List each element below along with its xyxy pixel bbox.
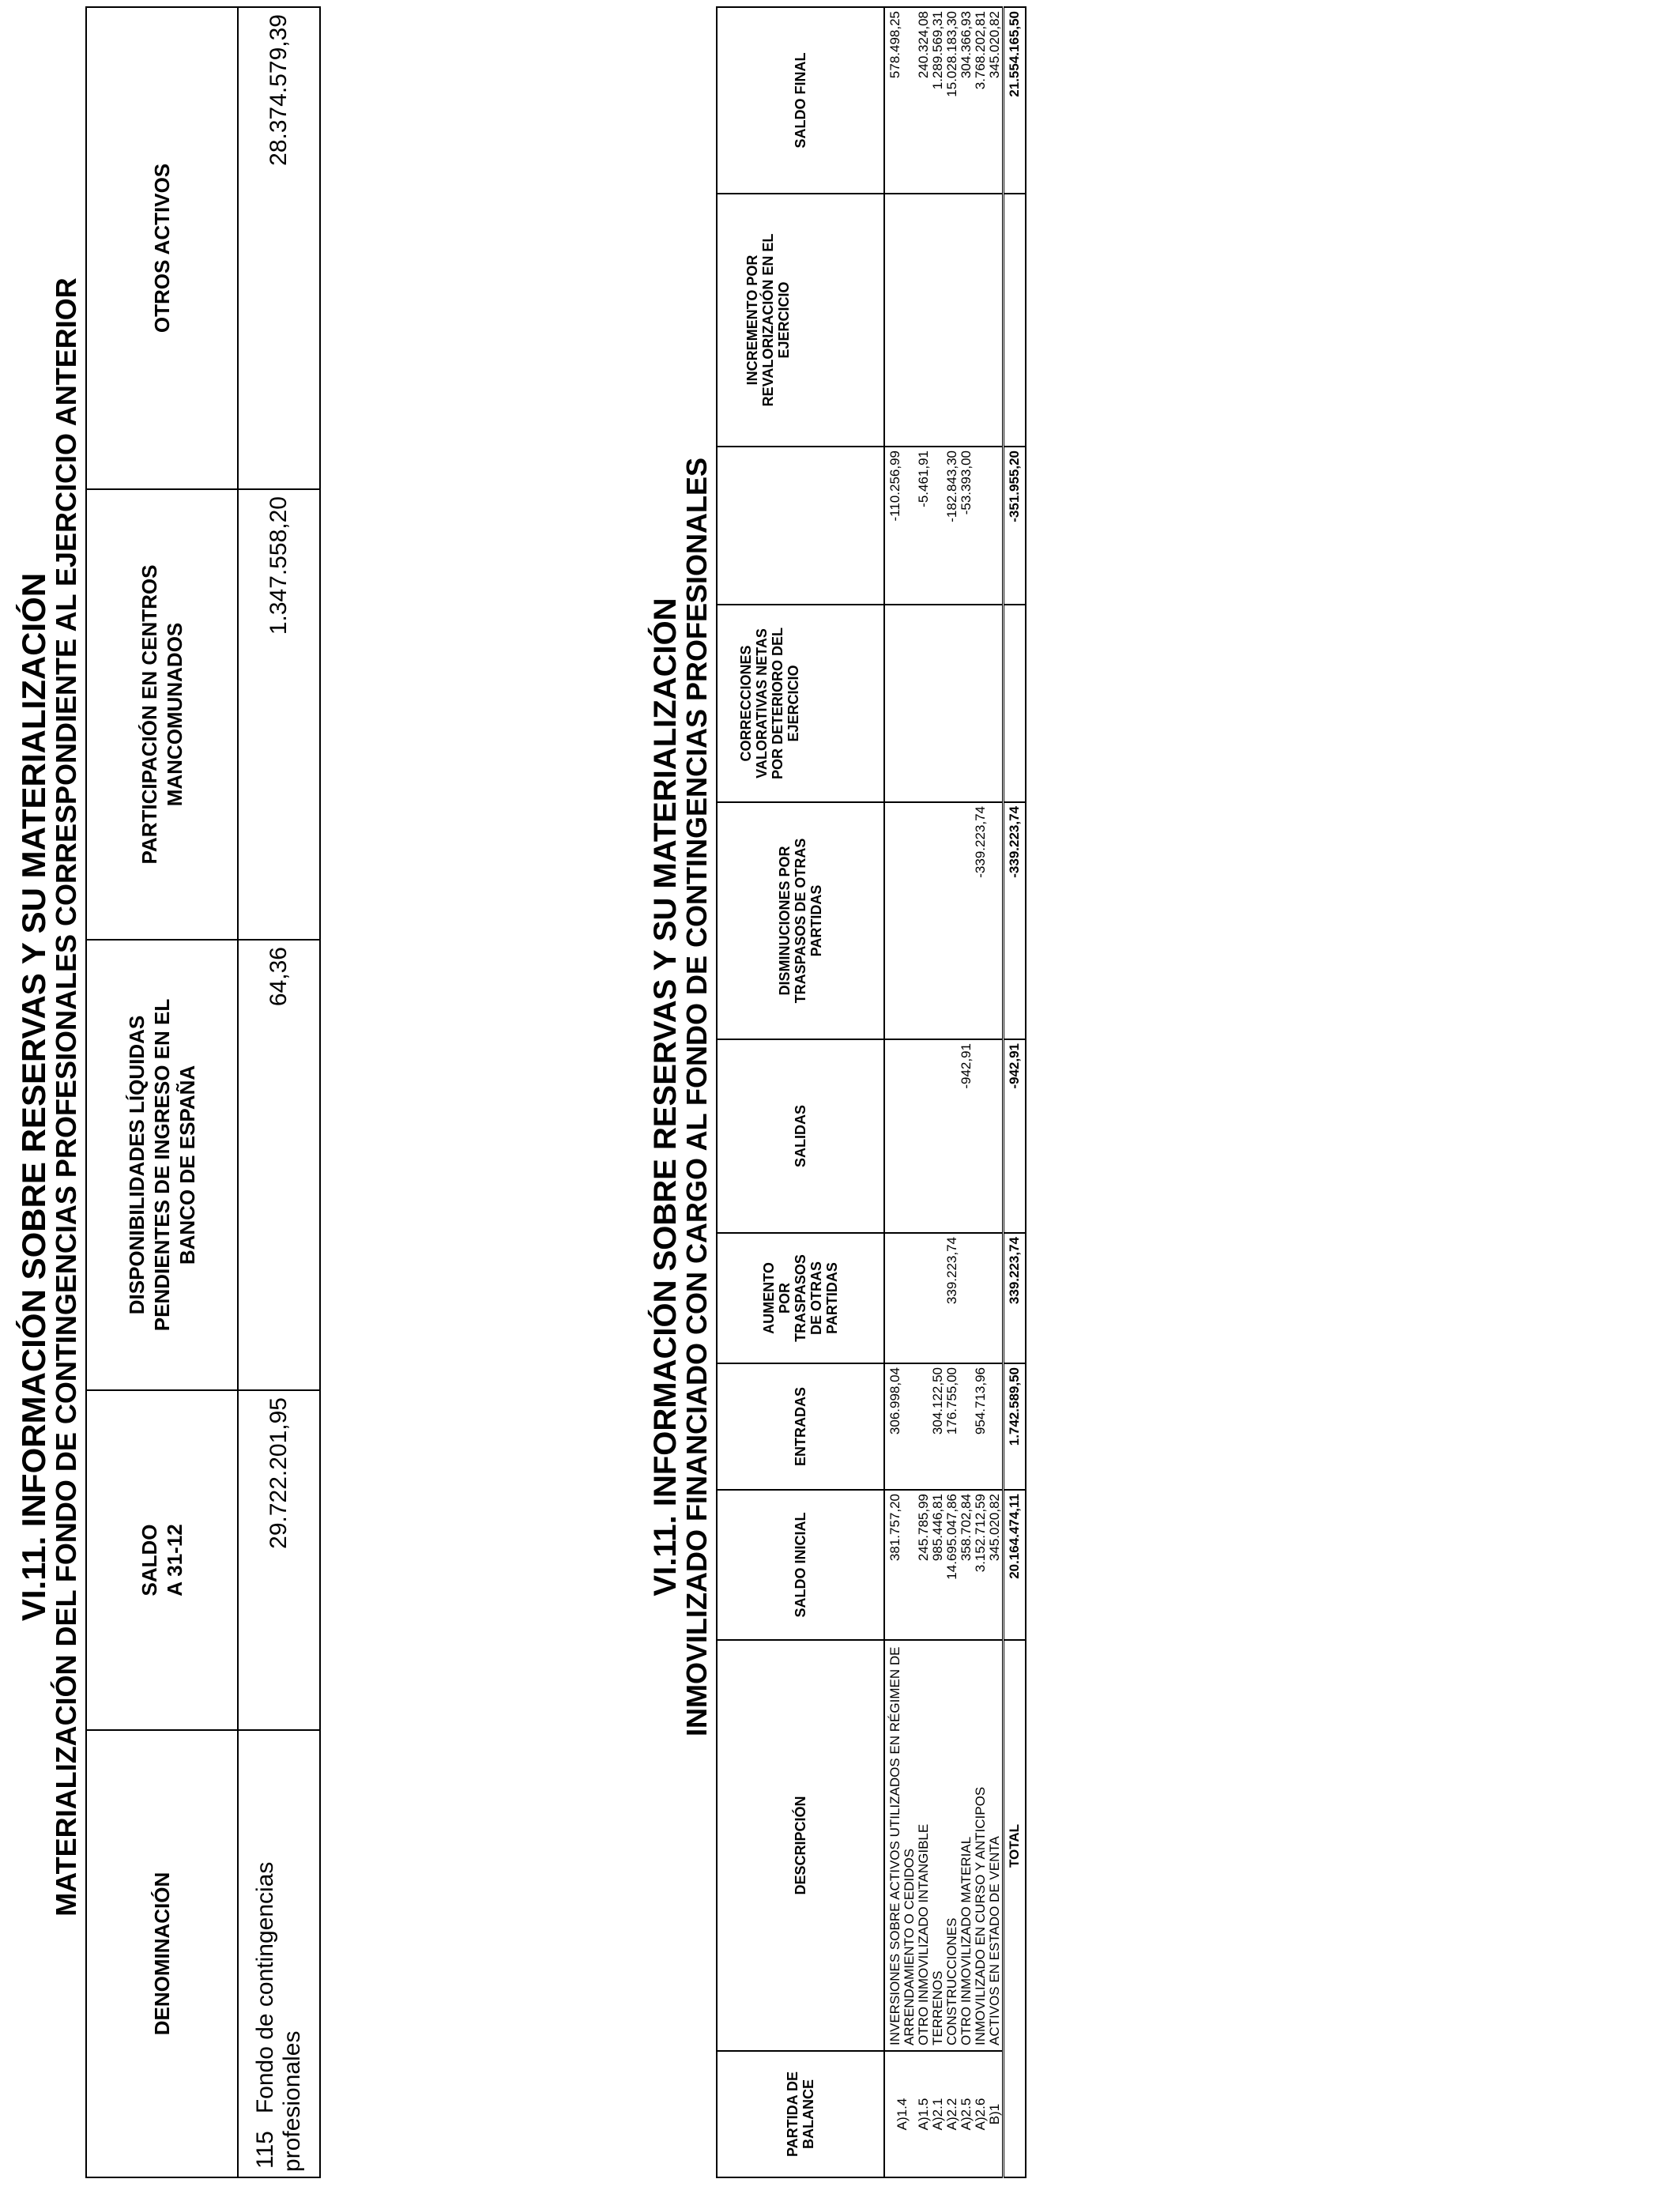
total-disminuciones: -339.223,74 — [1004, 802, 1026, 1039]
col-aumento — [884, 1233, 1004, 1363]
cell-correcciones — [917, 609, 931, 797]
total-incremento — [1004, 194, 1026, 447]
col-disminuciones — [884, 802, 1004, 1039]
total-entradas: 1.742.589,50 — [1004, 1363, 1026, 1490]
header-correcciones: CORRECCIONES VALORATIVAS NETAS POR DETERIORO DEL EJERCICIO — [717, 605, 884, 802]
cell-entradas — [988, 1367, 1002, 1484]
section2-title-line2: INMOVILIZADO FINANCIADO CON CARGO AL FONDO DE CONTINGENCIAS PROFESIONALES — [680, 457, 713, 1737]
cell-salidas — [931, 1043, 945, 1227]
cell-aumento — [959, 1237, 974, 1358]
cell-entradas: 954.713,96 — [973, 1367, 988, 1435]
cell-col9: -110.256,99 — [887, 450, 902, 522]
cell-correcciones — [974, 609, 988, 797]
header-saldo: SALDO A 31-12 — [86, 1390, 238, 1730]
cell-disminuciones — [917, 806, 931, 1034]
table-row — [238, 7, 320, 2177]
cell-descripcion: INMOVILIZADO EN CURSO Y ANTICIPOS — [973, 1786, 988, 2045]
col-saldo-inicial — [884, 1490, 1004, 1640]
cell-saldo-inicial: 985.446,81 — [930, 1494, 945, 1562]
total-aumento: 339.223,74 — [1004, 1233, 1026, 1363]
cell-partida: A)1.4 — [895, 2098, 910, 2131]
cell-descripcion: TERRENOS — [930, 1970, 945, 2045]
cell-saldo-inicial: 381.757,20 — [887, 1494, 902, 1562]
cell-entradas — [959, 1367, 974, 1484]
header-disminuciones: DISMINUCIONES POR TRASPASOS DE OTRAS PARTIDAS — [717, 802, 884, 1039]
cell-disminuciones — [959, 806, 974, 1034]
cell-salidas: -942,91 — [959, 1043, 974, 1089]
section1-title-line2: MATERIALIZACIÓN DEL FONDO DE CONTINGENCIAS PROFESIONALES CORRESPONDIENTE AL EJERCICIO ANTERIOR — [50, 277, 82, 1917]
cell-disminuciones — [931, 806, 945, 1034]
cell-entradas: 304.122,50 — [930, 1367, 945, 1435]
cell-saldo-final: 15.028.183,30 — [944, 11, 959, 97]
cell-correcciones — [888, 609, 917, 797]
table-header-row — [86, 7, 238, 2177]
cell-descripcion: ACTIVOS EN ESTADO DE VENTA — [987, 1836, 1002, 2045]
cell-saldo-inicial: 358.702,84 — [959, 1494, 974, 1562]
row-otros-activos: 28.374.579,39 — [238, 7, 320, 489]
cell-salidas — [917, 1043, 931, 1227]
cell-partida: A)2.6 — [973, 2098, 988, 2131]
cell-incremento — [959, 198, 974, 441]
cell-saldo-final: 1.289.569,31 — [930, 11, 945, 90]
total-saldo-inicial: 20.164.474,11 — [1004, 1490, 1026, 1640]
cell-saldo-final: 304.366,93 — [959, 11, 974, 79]
cell-aumento — [988, 1237, 1002, 1358]
header-denominacion: DENOMINACIÓN — [86, 1730, 238, 2177]
col-correcciones — [884, 605, 1004, 802]
cell-aumento — [974, 1237, 988, 1358]
cell-aumento — [931, 1237, 945, 1358]
cell-col9 — [931, 450, 945, 599]
section1-title-line1: VI.11. INFORMACIÓN SOBRE RESERVAS Y SU MATERIALIZACIÓN — [15, 572, 52, 1622]
header-saldo-inicial: SALDO INICIAL — [717, 1490, 884, 1640]
cell-descripcion: INVERSIONES SOBRE ACTIVOS UTILIZADOS EN RÉGIMEN DE ARRENDAMIENTO O CEDIDOS — [887, 1646, 917, 2045]
cell-incremento — [945, 198, 959, 441]
header-incremento: INCREMENTO POR REVALORIZACIÓN EN EL EJERCICIO — [717, 194, 884, 447]
header-saldo-final: SALDO FINAL — [717, 7, 884, 194]
cell-saldo-inicial: 345.020,82 — [987, 1494, 1002, 1562]
section2-title-line1: VI.11. INFORMACIÓN SOBRE RESERVAS Y SU MATERIALIZACIÓN — [648, 598, 683, 1596]
cell-partida: A)1.5 — [916, 2098, 931, 2131]
header-aumento: AUMENTO POR TRASPASOS DE OTRAS PARTIDAS — [717, 1233, 884, 1363]
cell-entradas: 176.755,00 — [944, 1367, 959, 1435]
row-disponibilidades: 64,36 — [238, 940, 320, 1390]
cell-descripcion: OTRO INMOVILIZADO INTANGIBLE — [916, 1823, 931, 2045]
cell-col9 — [988, 450, 1002, 599]
total-correcciones — [1004, 605, 1026, 802]
header-disponibilidades: DISPONIBILIDADES LÍQUIDAS PENDIENTES DE INGRESO EN EL BANCO DE ESPAÑA — [86, 940, 238, 1390]
cell-entradas — [917, 1367, 931, 1484]
cell-partida: A)2.5 — [959, 2098, 974, 2131]
total-salidas: -942,91 — [1004, 1039, 1026, 1233]
total-label: TOTAL — [1004, 1640, 1026, 2051]
cell-aumento — [917, 1237, 931, 1358]
cell-descripcion: OTRO INMOVILIZADO MATERIAL — [959, 1836, 974, 2045]
row-code: 115 — [252, 2131, 278, 2169]
header-descripcion: DESCRIPCIÓN — [717, 1640, 884, 2051]
cell-saldo-inicial: 245.785,99 — [916, 1494, 931, 1562]
cell-disminuciones: -339.223,74 — [973, 806, 988, 878]
col-incremento — [884, 194, 1004, 447]
cell-partida: A)2.2 — [944, 2098, 959, 2131]
row-denominacion — [238, 1730, 320, 2177]
col-9 — [884, 447, 1004, 605]
fondo-materializacion-table — [85, 6, 321, 2178]
cell-aumento — [888, 1237, 917, 1358]
table-body — [884, 7, 1004, 2177]
cell-partida: B)1 — [987, 2103, 1002, 2125]
cell-disminuciones — [945, 806, 959, 1034]
cell-correcciones — [959, 609, 974, 797]
header-entradas: ENTRADAS — [717, 1363, 884, 1490]
header-salidas: SALIDAS — [717, 1039, 884, 1233]
cell-correcciones — [945, 609, 959, 797]
cell-saldo-final: 3.768.202,81 — [973, 11, 988, 90]
total-row — [1004, 7, 1026, 2177]
cell-incremento — [988, 198, 1002, 441]
cell-saldo-inicial: 3.152.712,59 — [973, 1494, 988, 1573]
col-partida — [884, 2051, 1004, 2177]
cell-salidas — [888, 1043, 917, 1227]
cell-saldo-final: 345.020,82 — [987, 11, 1002, 79]
cell-saldo-final: 240.324,08 — [916, 11, 931, 79]
header-participacion: PARTICIPACIÓN EN CENTROS MANCOMUNADOS — [86, 489, 238, 940]
cell-col9 — [974, 450, 988, 599]
cell-salidas — [945, 1043, 959, 1227]
row-participacion: 1.347.558,20 — [238, 489, 320, 940]
row-saldo: 29.722.201,95 — [238, 1390, 320, 1730]
col-saldo-final — [884, 7, 1004, 194]
cell-descripcion: CONSTRUCCIONES — [944, 1917, 959, 2045]
table-header-row — [717, 7, 884, 2177]
cell-col9: -53.393,00 — [959, 450, 974, 515]
cell-col9: -182.843,30 — [944, 450, 959, 522]
row-name: Fondo de contingencias profesionales — [252, 1861, 305, 2172]
inmovilizado-table — [716, 6, 1026, 2178]
cell-partida: A)2.1 — [930, 2098, 945, 2131]
cell-incremento — [917, 198, 931, 441]
col-descripcion — [884, 1640, 1004, 2051]
cell-incremento — [888, 198, 917, 441]
header-col9 — [717, 447, 884, 605]
col-entradas — [884, 1363, 1004, 1490]
col-salidas — [884, 1039, 1004, 1233]
cell-aumento: 339.223,74 — [944, 1237, 959, 1305]
total-saldo-final: 21.554.165,50 — [1004, 7, 1026, 194]
cell-incremento — [974, 198, 988, 441]
cell-col9: -5.461,91 — [916, 450, 931, 507]
header-partida: PARTIDA DE BALANCE — [717, 2051, 884, 2177]
total-blank — [1004, 2051, 1026, 2177]
cell-disminuciones — [988, 806, 1002, 1034]
total-col9: -351.955,20 — [1004, 447, 1026, 605]
cell-correcciones — [931, 609, 945, 797]
cell-saldo-final: 578.498,25 — [887, 11, 902, 79]
cell-entradas: 306.998,04 — [887, 1367, 902, 1435]
cell-salidas — [988, 1043, 1002, 1227]
cell-salidas — [974, 1043, 988, 1227]
cell-disminuciones — [888, 806, 917, 1034]
cell-saldo-inicial: 14.695.047,86 — [944, 1494, 959, 1580]
cell-incremento — [931, 198, 945, 441]
header-otros-activos: OTROS ACTIVOS — [86, 7, 238, 489]
cell-correcciones — [988, 609, 1002, 797]
